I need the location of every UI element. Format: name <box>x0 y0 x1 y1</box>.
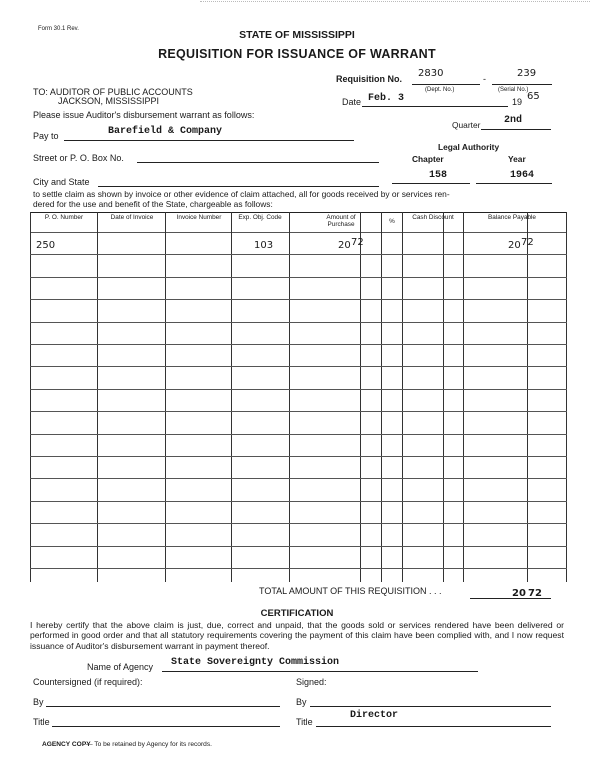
form-title: REQUISITION FOR ISSUANCE OF WARRANT <box>158 47 436 61</box>
quarter-value: 2nd <box>504 115 523 126</box>
pay-to-label: Pay to <box>33 131 59 141</box>
col-border <box>30 212 31 582</box>
to-auditor: TO: AUDITOR OF PUBLIC ACCOUNTS <box>33 87 193 97</box>
table-row-line <box>30 546 567 547</box>
certification-text: I hereby certify that the above claim is just, due, correct and unpaid, that the goods sold or services rendered have been delivered or performed in good order and that all statutory requirements covering the payment of this claim have been complied with, and I now request issuance of Auditor's disbursement warrant in payment thereof. <box>30 620 564 651</box>
form-number: Form 30.1 Rev. <box>38 26 79 32</box>
chapter-value: 158 <box>429 170 448 181</box>
city-label: City and State <box>33 177 90 187</box>
settle-text-line1: to settle claim as shown by invoice or other evidence of claim attached, all for goods received by or services ren- <box>33 189 450 199</box>
table-row-line <box>30 366 567 367</box>
col-border <box>566 212 567 582</box>
total-cents: 72 <box>528 588 542 599</box>
authority-year-value: 1964 <box>510 170 535 181</box>
table-row-line <box>30 299 567 300</box>
table-row-line <box>30 568 567 569</box>
dept-no-caption: (Dept. No.) <box>425 87 455 93</box>
signed-title-label: Title <box>296 717 313 727</box>
dept-no-value: 2830 <box>418 68 444 79</box>
top-perforation <box>200 1 590 2</box>
serial-no-caption: (Serial No.) <box>498 87 529 93</box>
chapter-line <box>392 183 470 184</box>
total-label: TOTAL AMOUNT OF THIS REQUISITION . . . <box>259 586 442 596</box>
pay-to-value: Barefield & Company <box>108 126 223 137</box>
dept-no-line <box>412 84 480 85</box>
countersigned-label: Countersigned (if required): <box>33 677 143 687</box>
quarter-line <box>481 129 551 130</box>
table-row-line <box>30 277 567 278</box>
requisition-label: Requisition No. <box>336 74 402 84</box>
to-city: JACKSON, MISSISSIPPI <box>58 96 160 106</box>
col-border <box>165 212 166 582</box>
agency-label: Name of Agency <box>87 662 154 672</box>
requisition-dash: - <box>483 74 486 84</box>
date-value: Feb. 3 <box>368 93 405 104</box>
certification-heading: CERTIFICATION <box>260 608 334 619</box>
row1-po: 250 <box>36 240 56 251</box>
quarter-label: Quarter <box>452 120 481 130</box>
chapter-label: Chapter <box>412 154 444 164</box>
countersign-by-line <box>46 706 280 707</box>
city-line <box>98 186 379 187</box>
signed-by-line <box>310 706 551 707</box>
date-line <box>362 106 508 107</box>
legal-authority-heading: Legal Authority <box>438 142 500 152</box>
year-label: Year <box>508 154 526 164</box>
table-row-line <box>30 456 567 457</box>
signed-by-label: By <box>296 697 307 707</box>
agency-copy-note: — To be retained by Agency for its records. <box>86 741 212 748</box>
table-top-border <box>30 212 567 213</box>
table-row-line <box>30 322 567 323</box>
header-amount: Amount of Purchase <box>326 214 356 228</box>
table-row-line <box>30 434 567 435</box>
header-exp-obj-code: Exp. Obj. Code <box>238 214 282 221</box>
signed-title-line <box>316 726 551 727</box>
col-border <box>97 212 98 582</box>
agency-value: State Sovereignty Commission <box>171 657 340 668</box>
countersign-by-label: By <box>33 697 44 707</box>
row1-balance-dollars: 20 <box>508 240 521 251</box>
header-po: P. O. Number <box>44 214 84 221</box>
table-row-line <box>30 411 567 412</box>
col-border <box>443 212 444 582</box>
row1-balance-cents: 72 <box>521 237 534 248</box>
table-row-line <box>30 254 567 255</box>
instruction-text: Please issue Auditor's disbursement warrant as follows: <box>33 110 255 120</box>
signed-title-value: Director <box>350 710 399 721</box>
total-dollars: 20 <box>512 588 526 599</box>
date-label: Date <box>342 97 362 107</box>
year-suffix: 65 <box>527 91 540 102</box>
table-row-line <box>30 523 567 524</box>
year-prefix: 19 <box>512 97 523 107</box>
header-divider <box>30 232 567 233</box>
charge-table <box>30 212 567 582</box>
col-border <box>381 212 382 582</box>
agency-line <box>162 671 478 672</box>
street-label: Street or P. O. Box No. <box>33 153 124 163</box>
table-row-line <box>30 501 567 502</box>
col-border <box>231 212 232 582</box>
header-date-invoice: Date of Invoice <box>110 214 154 221</box>
col-border <box>289 212 290 582</box>
row1-amount-cents: 72 <box>351 237 364 248</box>
col-border <box>360 212 361 582</box>
header-percent: % <box>389 218 395 225</box>
col-border <box>402 212 403 582</box>
header-balance: Balance Payable <box>488 214 536 221</box>
settle-text-line2: dered for the use and benefit of the State, chargeable as follows: <box>33 199 273 209</box>
agency-copy-label: AGENCY COPY <box>42 741 91 748</box>
street-line <box>137 162 379 163</box>
countersign-title-label: Title <box>33 717 50 727</box>
col-border <box>527 212 528 582</box>
serial-no-value: 239 <box>517 68 537 79</box>
state-heading: STATE OF MISSISSIPPI <box>239 29 355 41</box>
year-line <box>476 183 552 184</box>
table-row-line <box>30 344 567 345</box>
signed-label: Signed: <box>296 677 327 687</box>
row1-exp-code: 103 <box>254 240 274 251</box>
header-cash-discount: Cash Discount <box>412 214 454 221</box>
table-row-line <box>30 478 567 479</box>
header-invoice-number: Invoice Number <box>176 214 222 221</box>
col-border <box>463 212 464 582</box>
countersign-title-line <box>52 726 280 727</box>
row1-amount-dollars: 20 <box>338 240 351 251</box>
table-row-line <box>30 389 567 390</box>
serial-no-line <box>492 84 552 85</box>
pay-to-line <box>64 140 354 141</box>
